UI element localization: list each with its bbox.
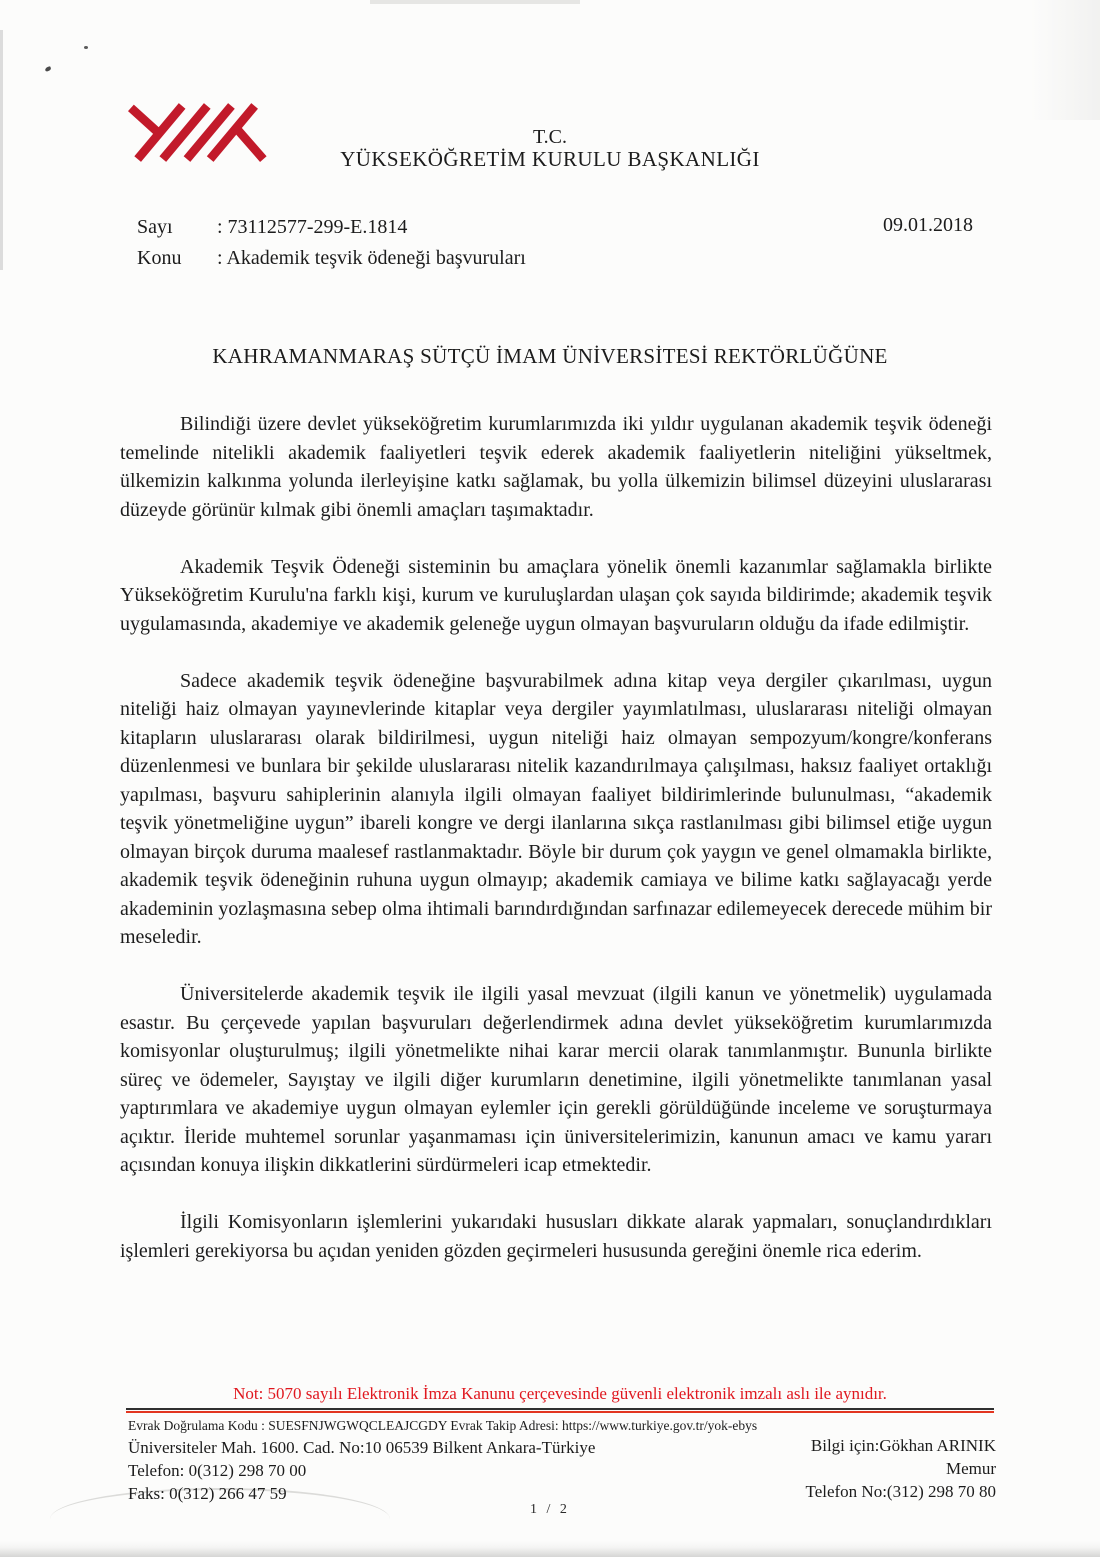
- footer-left-block: [128, 1416, 757, 1505]
- scan-speck-artifact: [44, 66, 51, 72]
- konu-label: Konu: [137, 247, 182, 269]
- sayi-value: : 73112577-299-E.1814: [217, 216, 408, 238]
- footer-rule-black: [126, 1408, 994, 1410]
- scan-speck-artifact: [84, 46, 88, 49]
- footer-right-block: [806, 1416, 997, 1505]
- institution-name: YÜKSEKÖĞRETİM KURULU BAŞKANLIĞI: [340, 147, 760, 171]
- konu-value: : Akademik teşvik ödeneği başvuruları: [217, 247, 526, 269]
- phone-line: Telefon: 0(312) 298 70 00: [128, 1461, 307, 1480]
- page-number: 1 / 2: [530, 1502, 570, 1517]
- scan-smudge-artifact: [370, 0, 580, 4]
- contact-title-line: Memur: [945, 1459, 996, 1478]
- scan-shade-artifact: [1030, 0, 1100, 120]
- recipient-title: KAHRAMANMARAŞ SÜTÇÜ İMAM ÜNİVERSİTESİ REKTÖRLÜĞÜNE: [212, 344, 888, 368]
- letter-paragraph: İlgili Komisyonların işlemlerini yukarıdaki hususları dikkate alarak yapmaları, sonuçlandırdıkları işlemleri gerekiyorsa bu açıdan yeniden gözden geçirmeleri hususunda gereğini önemle rica ederim.: [120, 1211, 992, 1262]
- contact-name-line: Bilgi için:Gökhan ARINIK: [810, 1436, 996, 1455]
- letter-paragraph: Üniversitelerde akademik teşvik ile ilgili yasal mevzuat (ilgili kanun ve yönetmelik) uygulamada esastır. Bu çerçevede yapılan başvuruları değerlendirmek adına devlet yükseköğretim kurumlarımızda komisyonlar oluşturulmuş; ilgili yönetmelikte nihai karar mercii olarak tanımlanmıştır. Bununla birlikte süreç ve ödemeler, Sayıştay ve ilgili diğer kurumların denetimine, ilgili yönetmelikte tanımlanan yasal yaptırımlara ve akademiye uygun olmayan eylemler için gerekli görüldüğünde inceleme ve soruşturmaya açıktır. İleride muhtemel sorunlar yaşanmaması için üniversitelerimizin, kanunun amacı ve kamu yararı açısından konuya ilişkin dikkatlerini sürdürmeleri icap etmektedir.: [120, 983, 992, 1176]
- document-date: 09.01.2018: [883, 214, 973, 236]
- letter-body: [120, 410, 992, 1294]
- address-line: Üniversiteler Mah. 1600. Cad. No:10 06539 Bilkent Ankara-Türkiye: [128, 1438, 596, 1457]
- letter-paragraph: Sadece akademik teşvik ödeneğine başvurabilmek adına kitap veya dergiler çıkarılması, uygun niteliği haiz olmayan yayınevlerinde kitaplar veya dergiler yayımlatılması, uluslararası niteliği olmayan kitapların uluslararası olarak bildirilmesi, uygun niteliği haiz olmayan sempozyum/kongre/konferans düzenlenmesi ve bunlara bir şekilde uluslararası nitelik kazandırılmaya çalışılması, haksız faaliyet ortaklığı yapılması, başvuru sahiplerinin alanıyla ilgili olmayan faaliyet bildirimlerinde bulunulması, “akademik teşvik yönetmeliğine uygun” ibareli kongre ve dergi ilanlarına sıkça rastlanılması gibi bilimsel etiğe uygun olmayan birçok duruma maalesef rastlanmaktadır. Böyle bir durum çok yaygın ve genel olmamakla birlikte, akademik teşvik ödeneğinin ruhuna uygun olmayıp; akademik camiaya ve bilime katkı sağlayacağı yerde akademinin yozlaşmasına sebep olma ihtimali barındırdığından sarfınazar edilemeyecek derecede mühim bir meseledir.: [120, 669, 992, 948]
- verification-code-line: Evrak Doğrulama Kodu : SUESFNJWGWQCLEAJCGDY Evrak Takip Adresi: https://www.turkiye.gov.tr/yok-ebys: [128, 1418, 758, 1433]
- fax-line: Faks: 0(312) 266 47 59: [128, 1484, 287, 1503]
- contact-phone-line: Telefon No:(312) 298 70 80: [805, 1482, 996, 1501]
- footer: [128, 1416, 996, 1505]
- konu-row: [137, 243, 526, 274]
- letter-paragraph: Bilindiği üzere devlet yükseköğretim kurumlarımızda iki yıldır uygulanan akademik teşvik ödeneği temelinde nitelikli akademik faaliyetleri teşvik ederek akademik faaliyetlerin niteliğini yükseltmek, ülkemizin kalkınma yolunda ilerleyişine katkı sağlamak, bu yolla ülkemizin bilimsel düzeyini uluslararası düzeyde görünür kılmak gibi önemli amaçları taşımaktadır.: [120, 413, 992, 521]
- scan-shadow-artifact: [0, 1541, 1100, 1557]
- footer-rule-red: [126, 1411, 994, 1413]
- document-meta: [137, 212, 526, 274]
- sayi-label: Sayı: [137, 216, 173, 238]
- sayi-row: [137, 212, 526, 243]
- letterhead: [0, 126, 1100, 170]
- republic-label: T.C.: [532, 126, 568, 148]
- letter-paragraph: Akademik Teşvik Ödeneği sisteminin bu amaçlara yönelik önemli kazanımlar sağlamakla birlikte Yükseköğretim Kurulu'na farklı kişi, kurum ve kuruluşlardan ulaşan çok sayıda bildirimde; akademik teşvik uygulamasında, akademiye ve akademik geleneğe uygun olmayan başvuruların olduğu da ifade edilmiştir.: [120, 555, 992, 635]
- esignature-note: Not: 5070 sayılı Elektronik İmza Kanunu çerçevesinde güvenli elektronik imzalı aslı ile aynıdır.: [233, 1384, 887, 1403]
